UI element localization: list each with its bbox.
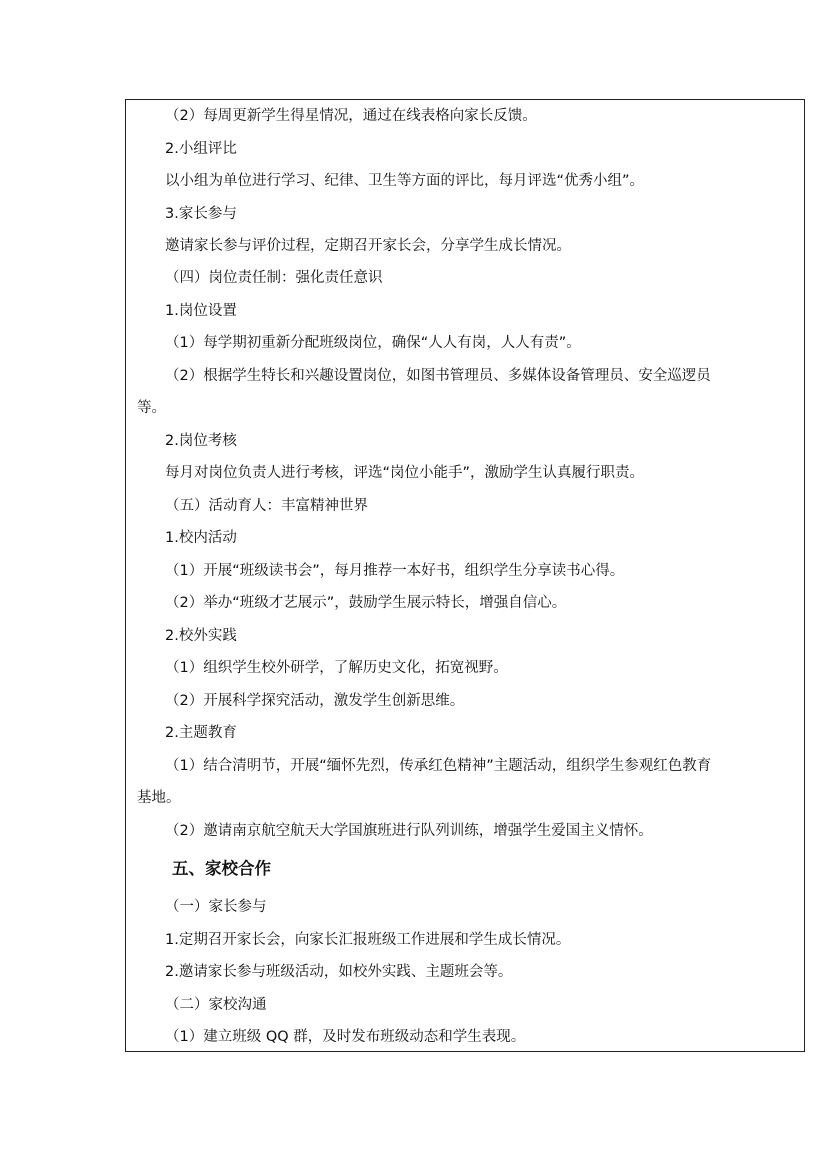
subheading: 3.家长参与 <box>165 206 237 222</box>
subheading: 1.校内活动 <box>165 530 237 546</box>
subheading: 2.主题教育 <box>165 725 237 741</box>
paragraph: （1）建立班级 QQ 群，及时发布班级动态和学生表现。 <box>165 1029 526 1045</box>
subheading: 2.岗位考核 <box>165 433 237 449</box>
paragraph: （2）开展科学探究活动，激发学生创新思维。 <box>165 693 465 709</box>
paragraph: （1）每学期初重新分配班级岗位，确保“人人有岗，人人有责”。 <box>165 335 581 351</box>
subheading: 2.校外实践 <box>165 628 237 644</box>
paragraph: （2）根据学生特长和兴趣设置岗位，如图书管理员、多媒体设备管理员、安全巡逻员 <box>165 368 711 384</box>
section-heading: （一）家长参与 <box>165 899 267 915</box>
paragraph: 邀请家长参与评价过程，定期召开家长会，分享学生成长情况。 <box>165 238 571 254</box>
section-heading: （二）家校沟通 <box>165 997 267 1013</box>
subheading: 2.小组评比 <box>165 141 237 157</box>
paragraph: 每月对岗位负责人进行考核，评选“岗位小能手”，激励学生认真履行职责。 <box>165 465 645 481</box>
chapter-heading: 五、家校合作 <box>172 859 271 878</box>
paragraph: 1.定期召开家长会，向家长汇报班级工作进展和学生成长情况。 <box>165 932 571 948</box>
paragraph: （2）每周更新学生得星情况，通过在线表格向家长反馈。 <box>165 108 537 124</box>
paragraph-continuation: 等。 <box>137 400 166 416</box>
paragraph: （2）举办“班级才艺展示”，鼓励学生展示特长，增强自信心。 <box>165 595 567 611</box>
paragraph: （1）组织学生校外研学，了解历史文化，拓宽视野。 <box>165 660 508 676</box>
paragraph: （1）开展“班级读书会”，每月推荐一本好书，组织学生分享读书心得。 <box>165 563 625 579</box>
paragraph: 2.邀请家长参与班级活动，如校外实践、主题班会等。 <box>165 964 513 980</box>
paragraph-continuation: 基地。 <box>137 790 181 806</box>
section-heading: （五）活动育人：丰富精神世界 <box>165 498 368 514</box>
subheading: 1.岗位设置 <box>165 303 237 319</box>
paragraph: （1）结合清明节，开展“缅怀先烈，传承红色精神”主题活动，组织学生参观红色教育 <box>165 758 712 774</box>
paragraph: 以小组为单位进行学习、纪律、卫生等方面的评比，每月评选“优秀小组”。 <box>165 173 645 189</box>
paragraph: （2）邀请南京航空航天大学国旗班进行队列训练，增强学生爱国主义情怀。 <box>165 823 653 839</box>
section-heading: （四）岗位责任制：强化责任意识 <box>165 270 383 286</box>
